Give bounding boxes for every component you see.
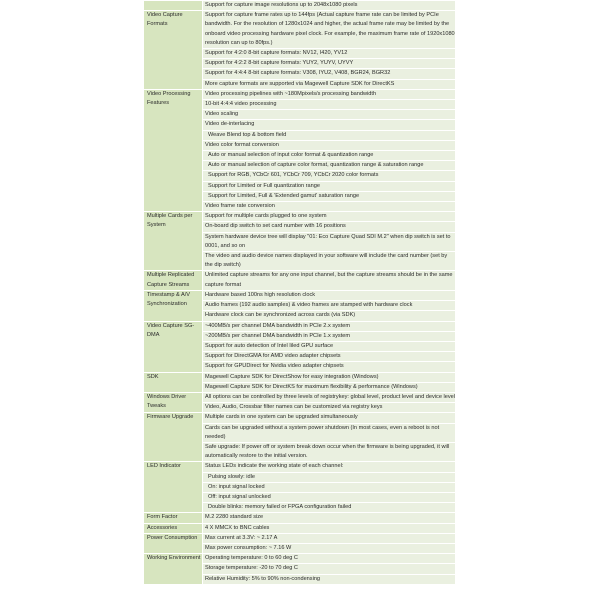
spec-value-cell: Hardware based 100ns high resolution clock xyxy=(203,290,456,300)
spec-row xyxy=(144,533,456,543)
spec-value-cell: Support for GPUDirect for Nvidia video adapter chipsets xyxy=(203,362,456,372)
spec-value-cell: Support for auto detection of Intel Iiled GPU surface xyxy=(203,341,456,351)
spec-category-cell: Multiple Cards per System xyxy=(144,212,203,271)
spec-row xyxy=(144,513,456,523)
spec-value-cell: Video de-interlacing xyxy=(203,120,456,130)
spec-row xyxy=(144,554,456,564)
spec-row xyxy=(144,212,456,222)
specifications-table-body xyxy=(144,1,456,585)
spec-row xyxy=(144,1,456,11)
spec-value-cell: Support for Limited, Full & 'Extended gamut' saturation range xyxy=(203,191,456,201)
spec-category-cell: Video Capture Formats xyxy=(144,11,203,90)
spec-row xyxy=(144,372,456,382)
specifications-table xyxy=(143,0,456,585)
spec-value-cell: Video color format conversion xyxy=(203,140,456,150)
spec-value-cell: Support for RGB, YCbCr 601, YCbCr 709, YCbCr 2020 color formats xyxy=(203,171,456,181)
spec-value-cell: Weave Blend top & bottom field xyxy=(203,130,456,140)
specifications-sheet xyxy=(143,0,456,600)
spec-value-cell: Audio frames (192 audio samples) & video frames are stamped with hardware clock xyxy=(203,301,456,311)
spec-value-cell: Support for DirectGMA for AMD video adapter chipsets xyxy=(203,352,456,362)
spec-category-cell xyxy=(144,1,203,11)
spec-value-cell: Double blinks: memory failed or FPGA configuration failed xyxy=(203,503,456,513)
spec-value-cell: Video scaling xyxy=(203,110,456,120)
spec-value-cell: Max current at 3.3V: ~ 2.17 A xyxy=(203,533,456,543)
spec-value-cell: Pulsing slowly: idle xyxy=(203,472,456,482)
spec-value-cell: Status LEDs indicate the working state of each channel: xyxy=(203,462,456,472)
spec-row xyxy=(144,523,456,533)
spec-value-cell: Magewell Capture SDK for DirectKS for maximum flexibility & performance (Windows) xyxy=(203,382,456,392)
spec-category-cell: Video Processing Features xyxy=(144,89,203,211)
spec-category-cell: Working Environment xyxy=(144,554,203,585)
spec-category-cell: Multiple Replicated Capture Streams xyxy=(144,271,203,290)
spec-value-cell: Cards can be upgraded without a system power shutdown (In most cases, even a reboot is not needed) xyxy=(203,423,456,442)
spec-row xyxy=(144,290,456,300)
spec-row xyxy=(144,392,456,402)
spec-category-cell: Accessories xyxy=(144,523,203,533)
spec-category-cell: Firmware Upgrade xyxy=(144,413,203,462)
spec-category-cell: Video Capture SG-DMA xyxy=(144,321,203,372)
spec-value-cell: Video processing pipelines with ~180Mpixels/s processing bandwidth xyxy=(203,89,456,99)
spec-value-cell: Max power consumption: ~ 7.16 W xyxy=(203,543,456,553)
spec-value-cell: Safe upgrade: If power off or system break down occur when the firmware is being upgraded, it will automatically restore to the initial version. xyxy=(203,442,456,461)
spec-value-cell: Magewell Capture SDK for DirectShow for easy integration (Windows) xyxy=(203,372,456,382)
spec-value-cell: Hardware clock can be synchronized across cards (via SDK) xyxy=(203,311,456,321)
spec-row xyxy=(144,11,456,49)
spec-value-cell: All options can be controlled by three levels of registrykey: global level, product level and device level xyxy=(203,392,456,402)
spec-value-cell: ~400MB/s per channel DMA bandwidth in PCIe 2.x system xyxy=(203,321,456,331)
spec-category-cell: Power Consumption xyxy=(144,533,203,553)
spec-value-cell: Support for Limited or Full quantization range xyxy=(203,181,456,191)
spec-value-cell: Unlimited capture streams for any one input channel, but the capture streams should be in the same capture format xyxy=(203,271,456,290)
spec-row xyxy=(144,89,456,99)
spec-value-cell: Support for 4:4:4 8-bit capture formats: V308, IYU2, V408, BGR24, BGR32 xyxy=(203,69,456,79)
spec-category-cell: Form Factor xyxy=(144,513,203,523)
spec-value-cell: Support for capture image resolutions up to 2048x1080 pixels xyxy=(203,1,456,11)
spec-value-cell: Support for 4:2:0 8-bit capture formats: NV12, I420, YV12 xyxy=(203,49,456,59)
spec-value-cell: The video and audio device names displayed in your software will include the card number (set by the dip switch) xyxy=(203,252,456,271)
spec-value-cell: Support for 4:2:2 8-bit capture formats: YUY2, YUYV, UYVY xyxy=(203,59,456,69)
spec-row xyxy=(144,462,456,472)
spec-value-cell: Multiple cards in one system can be upgraded simultaneously xyxy=(203,413,456,423)
spec-value-cell: On: input signal locked xyxy=(203,482,456,492)
spec-value-cell: 4 X MMCX to BNC cables xyxy=(203,523,456,533)
spec-value-cell: More capture formats are supported via Magewell Capture SDK for DirectKS xyxy=(203,79,456,89)
spec-category-cell: Timestamp & A/V Synchronization xyxy=(144,290,203,321)
spec-value-cell: ~200MB/s per channel DMA bandwidth in PCIe 1.x system xyxy=(203,331,456,341)
spec-value-cell: Storage temperature: -20 to 70 deg C xyxy=(203,564,456,574)
spec-value-cell: System hardware device tree will display "01: Eco Capture Quad SDI M.2" when dip switch is set to 0001, and so on xyxy=(203,232,456,251)
spec-value-cell: Video frame rate conversion xyxy=(203,202,456,212)
spec-value-cell: Operating temperature: 0 to 60 deg C xyxy=(203,554,456,564)
spec-value-cell: Relative Humidity: 5% to 90% non-condensing xyxy=(203,574,456,584)
spec-value-cell: Off: input signal unlocked xyxy=(203,492,456,502)
spec-row xyxy=(144,271,456,290)
spec-value-cell: M.2 2280 standard size xyxy=(203,513,456,523)
spec-category-cell: SDK xyxy=(144,372,203,392)
spec-category-cell: LED Indicator xyxy=(144,462,203,513)
spec-value-cell: On-board dip switch to set card number with 16 positions xyxy=(203,222,456,232)
spec-value-cell: Support for multiple cards plugged to one system xyxy=(203,212,456,222)
spec-row xyxy=(144,413,456,423)
spec-value-cell: 10-bit 4:4:4 video processing xyxy=(203,100,456,110)
spec-value-cell: Support for capture frame rates up to 144fps (Actual capture frame rate can be limited by PCIe bandwidth. For the resolution of 1280x1024 and higher, the actual frame rate may be limited by the onboard video processing hardware pixel clock. For example, the maximum frame rate of 1920x1080 resolution can up to 80fps.) xyxy=(203,11,456,49)
spec-value-cell: Video, Audio, Crossbar filter names can be customized via registry keys xyxy=(203,403,456,413)
spec-value-cell: Auto or manual selection of input color format & quantization range xyxy=(203,151,456,161)
spec-value-cell: Auto or manual selection of capture color format, quantization range & saturation range xyxy=(203,161,456,171)
spec-category-cell: Windows Driver Tweaks xyxy=(144,392,203,412)
spec-row xyxy=(144,321,456,331)
